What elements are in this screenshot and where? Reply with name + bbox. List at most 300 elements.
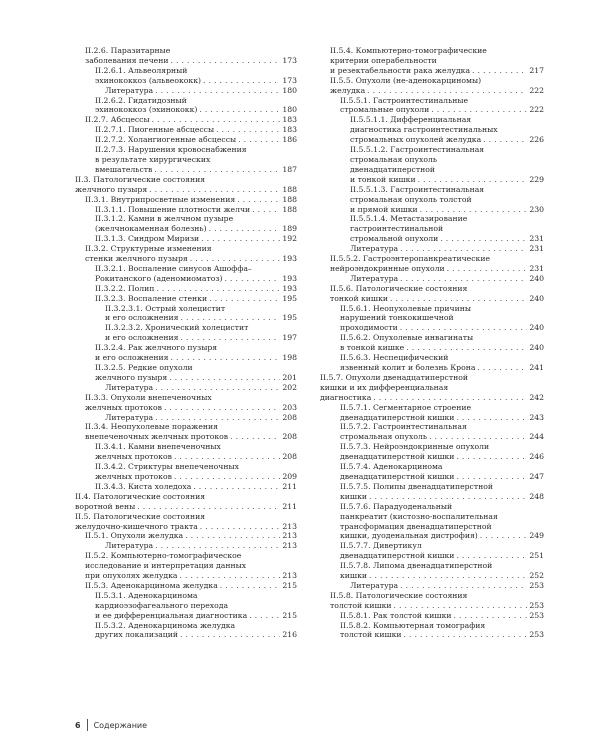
toc-entry[interactable]	[320, 442, 544, 462]
toc-entry-text: II.3. Патологические состояния	[75, 174, 206, 184]
toc-entry[interactable]	[75, 393, 297, 413]
toc-entry-text: II.5.7.3. Нейроэндокринные опухоли	[340, 442, 490, 452]
toc-entry-text: II.5.7.4. Аденокарцинома	[340, 462, 443, 472]
toc-entry-text: Литература	[350, 580, 399, 590]
dot-leader	[447, 264, 528, 274]
toc-entry[interactable]	[320, 482, 544, 502]
toc-page-number: 215	[282, 580, 297, 590]
toc-entry[interactable]	[320, 254, 544, 274]
toc-entry[interactable]	[320, 333, 544, 353]
toc-entry[interactable]	[320, 284, 544, 304]
toc-page-number: 241	[529, 363, 544, 372]
toc-entry-text: желчного пузыря	[75, 184, 148, 194]
toc-entry[interactable]	[75, 591, 297, 621]
toc-entry-text: II.5.6.3. Неспецифический	[340, 353, 449, 363]
toc-entry-text: II.3.4.3. Киста холедоха	[95, 481, 192, 491]
toc-entry-text: вмешательств	[95, 164, 153, 174]
toc-entry-text: желчных протоков	[95, 452, 172, 462]
dot-leader	[171, 353, 281, 363]
dot-leader	[181, 313, 281, 323]
dot-leader	[400, 244, 527, 254]
toc-entry[interactable]	[75, 462, 297, 482]
toc-entry[interactable]	[320, 561, 544, 581]
toc-page-number: 230	[529, 204, 544, 214]
toc-page-number: 231	[529, 234, 544, 244]
toc-page-number: 248	[529, 491, 544, 501]
toc-entry-text: II.3.4. Неопухолевые поражения	[85, 422, 218, 432]
toc-entry-text: II.5.5.1.4. Метастазирование	[350, 214, 468, 224]
toc-entry[interactable]	[75, 492, 297, 512]
toc-entry-text: II.5.8.1. Рак толстой кишки	[340, 610, 452, 620]
toc-entry[interactable]	[75, 195, 297, 205]
toc-entry-text: II.3.2.1. Воспаление синусов Ашоффа–	[95, 263, 252, 273]
toc-entry[interactable]	[75, 214, 297, 234]
toc-entry-text: II.3.1.3. Синдром Миризи	[95, 234, 200, 244]
toc-entry-text: стромальная опухоль толстой	[350, 194, 472, 204]
toc-entry-text: II.5.7.5. Полипы двенадцатиперстной	[340, 481, 493, 491]
toc-entry-text: II.5.3.2. Аденокарцинома желудка	[95, 620, 236, 630]
toc-entry[interactable]	[320, 621, 544, 641]
dot-leader	[155, 86, 280, 96]
toc-entry-text: желчных протоков	[85, 402, 162, 412]
toc-entry-text: стромальных опухолей желудка	[350, 135, 482, 145]
dot-leader	[400, 274, 527, 284]
toc-entry[interactable]	[75, 135, 297, 145]
toc-entry-text: II.5.8. Патологические состояния	[330, 590, 468, 600]
toc-page-number: 209	[282, 471, 297, 481]
toc-entry-text: тонкой кишки	[330, 293, 389, 303]
toc-entry-text: Рокитанского (аденомиоматоз)	[95, 273, 223, 283]
toc-page-number: 213	[282, 571, 297, 581]
dot-leader	[225, 274, 281, 284]
toc-entry-text: и его осложнения	[105, 313, 179, 323]
toc-entry-text: внепеченочных желчных протоков	[85, 432, 229, 442]
toc-entry-text: II.5.3.1. Аденокарцинома	[95, 590, 198, 600]
toc-page-number: 186	[282, 135, 297, 145]
toc-page-number: 242	[529, 392, 544, 402]
toc-entry[interactable]	[75, 551, 297, 581]
toc-page-number: 231	[529, 263, 544, 273]
dot-leader	[480, 531, 528, 541]
toc-entry[interactable]	[320, 422, 544, 442]
dot-leader	[406, 343, 527, 353]
toc-page-number: 229	[529, 174, 544, 184]
toc-entry-text: II.5.5.1.1. Дифференциальная	[350, 115, 472, 125]
toc-page-number: 197	[282, 333, 297, 343]
toc-entry[interactable]	[75, 621, 297, 641]
toc-entry[interactable]	[75, 244, 297, 264]
toc-entry[interactable]	[75, 46, 297, 66]
dot-leader	[180, 571, 281, 581]
toc-entry-text: II.5.2. Компьютерно-томографическое	[85, 551, 242, 561]
toc-entry-text: толстой кишки	[330, 600, 392, 610]
toc-entry[interactable]	[75, 284, 297, 294]
toc-entry-text: II.3.1.2. Камни в желчном пузыре	[95, 214, 234, 224]
toc-entry-text: II.3.2.3. Воспаление стенки	[95, 293, 208, 303]
toc-page-number: 183	[282, 125, 297, 135]
toc-entry[interactable]	[320, 581, 544, 591]
toc-entry[interactable]	[320, 96, 544, 116]
toc-entry-text: и резектабельности рака желудка	[330, 65, 471, 75]
dot-leader	[369, 492, 527, 502]
toc-entry-text: II.2.7.2. Холангиогенные абсцессы	[95, 135, 237, 145]
dot-leader	[164, 403, 280, 413]
dot-leader	[209, 294, 280, 304]
toc-entry[interactable]	[75, 383, 297, 393]
dot-leader	[369, 571, 527, 581]
dot-leader	[429, 432, 527, 442]
toc-page-number: 193	[282, 283, 297, 293]
toc-entry[interactable]	[320, 611, 544, 621]
toc-page-number: 222	[529, 105, 544, 115]
dot-leader	[237, 195, 280, 205]
toc-page-number: 243	[529, 412, 544, 422]
toc-page-number: 188	[282, 204, 297, 214]
toc-page-number: 240	[529, 293, 544, 303]
toc-entry-text: желудка	[330, 85, 366, 95]
toc-entry-text: II.5.1. Опухоли желудка	[85, 531, 184, 541]
toc-entry[interactable]	[320, 373, 544, 403]
toc-page-number: 195	[282, 293, 297, 303]
toc-page-number: 253	[529, 600, 544, 610]
toc-entry-text: стромальная опухоль	[340, 432, 428, 442]
toc-entry-text: трансформация двенадцатиперстной	[340, 521, 492, 531]
toc-entry[interactable]	[75, 413, 297, 423]
toc-entry-text: в результате хирургических	[95, 154, 211, 164]
toc-entry[interactable]	[75, 66, 297, 86]
dot-leader	[404, 630, 528, 640]
toc-entry-text: гастроинтестинальной	[350, 224, 444, 234]
toc-page-number: 213	[282, 531, 297, 541]
toc-page-number: 193	[282, 273, 297, 283]
toc-entry-text: исследование и интерпретация данных	[85, 561, 247, 571]
toc-entry-text: диагностика гастроинтестинальных	[350, 125, 498, 135]
toc-page-number: 208	[282, 432, 297, 442]
toc-page-number: 231	[529, 244, 544, 254]
toc-page-number: 215	[282, 610, 297, 620]
toc-entry-text: II.3.2.4. Рак желчного пузыря	[95, 343, 218, 353]
toc-entry[interactable]	[320, 502, 544, 542]
dot-leader	[185, 531, 280, 541]
toc-entry-text: II.5.6.2. Опухолевые инвагинаты	[340, 333, 474, 343]
toc-entry-text: II.3.3. Опухоли внепеченочных	[85, 392, 212, 402]
toc-entry-text: стромальная опухоль	[350, 154, 438, 164]
toc-page-number: 253	[529, 580, 544, 590]
dot-leader	[477, 363, 527, 373]
toc-entry-text: II.3.1. Внутрипросветные изменения	[85, 194, 236, 204]
toc-entry[interactable]	[75, 541, 297, 551]
toc-entry-text: желчных протоков	[95, 471, 172, 481]
toc-page-number: 240	[529, 323, 544, 333]
toc-entry-text: II.5.7.6. Парадуоденальный	[340, 501, 453, 511]
toc-entry[interactable]	[75, 86, 297, 96]
toc-page-number: 240	[529, 343, 544, 353]
dot-leader	[252, 205, 280, 215]
toc-entry-text: и его осложнения	[105, 333, 179, 343]
toc-page-number: 213	[282, 541, 297, 551]
toc-entry[interactable]	[75, 581, 297, 591]
toc-entry-text: эхинококкоз (эхинококк)	[95, 105, 198, 115]
toc-entry[interactable]	[320, 214, 544, 244]
toc-entry-text: II.3.4.2. Стриктуры внепеченочных	[95, 462, 239, 472]
toc-page-number: 247	[529, 471, 544, 481]
dot-leader	[456, 551, 527, 561]
toc-page-number: 249	[529, 531, 544, 541]
dot-leader	[155, 541, 280, 551]
toc-entry[interactable]	[320, 462, 544, 482]
dot-leader	[249, 611, 280, 621]
toc-left-column	[75, 46, 297, 640]
toc-entry-text: II.2.6. Паразитарные	[85, 46, 171, 55]
toc-entry[interactable]	[75, 531, 297, 541]
dot-leader	[454, 611, 528, 621]
toc-entry-text: II.5.5.1.2. Гастроинтестинальная	[350, 145, 485, 155]
toc-page-number: 203	[282, 402, 297, 412]
toc-entry-text: II.5.8.2. Компьютерная томография	[340, 620, 486, 630]
toc-page-number: 188	[282, 194, 297, 204]
toc-entry-text: II.3.1.1. Повышение плотности желчи	[95, 204, 251, 214]
toc-entry-text: стенки желчного пузыря	[85, 254, 188, 264]
toc-entry-text: и прямой кишки	[350, 204, 418, 214]
toc-entry-text: стромальной опухоли	[350, 234, 439, 244]
toc-entry-text: панкреатит (кистозно-воспалительная	[340, 511, 498, 521]
dot-leader	[137, 502, 280, 512]
toc-page-number: 246	[529, 452, 544, 462]
dot-leader	[180, 630, 280, 640]
dot-leader	[400, 581, 527, 591]
toc-entry-text: II.2.7. Абсцессы	[85, 115, 150, 125]
toc-entry-text: и тонкой кишки	[350, 174, 416, 184]
toc-entry-text: Литература	[105, 382, 154, 392]
toc-page-number: 252	[529, 571, 544, 581]
toc-entry[interactable]	[320, 244, 544, 254]
dot-leader	[390, 294, 527, 304]
dot-leader	[199, 105, 280, 115]
toc-entry-text: Литература	[105, 85, 154, 95]
toc-entry-text: II.3.2.3.1. Острый холецистит	[105, 303, 226, 313]
toc-entry[interactable]	[75, 145, 297, 175]
toc-entry[interactable]	[75, 115, 297, 125]
toc-entry-text: II.3.2.5. Редкие опухоли	[95, 363, 193, 372]
toc-entry-text: Литература	[105, 541, 154, 551]
toc-entry-text: II.5.7. Опухоли двенадцатиперстной	[320, 372, 468, 382]
toc-page-number: 240	[529, 273, 544, 283]
toc-entry-text: диагностика	[320, 392, 372, 402]
dot-leader	[190, 254, 281, 264]
toc-entry-text: толстой кишки	[340, 630, 402, 640]
toc-entry-text: Литература	[350, 244, 399, 254]
toc-entry-text: (желчнокаменная болезнь)	[95, 224, 207, 234]
toc-entry[interactable]	[320, 46, 544, 76]
toc-page-number: 222	[529, 85, 544, 95]
toc-entry[interactable]	[320, 76, 544, 96]
toc-entry-text: воротной вены	[75, 501, 136, 511]
dot-leader	[152, 115, 281, 125]
toc-page-number: 195	[282, 313, 297, 323]
toc-entry-text: заболевания печени	[85, 55, 169, 65]
dot-leader	[472, 66, 527, 76]
toc-entry-text: II.5.5.2. Гастроэнтеропанкреатические	[330, 254, 491, 264]
toc-entry[interactable]	[320, 541, 544, 561]
toc-entry-text: проходимости	[340, 323, 398, 333]
toc-entry-text: II.4. Патологические состояния	[75, 491, 206, 501]
toc-page-number: 211	[282, 481, 297, 491]
toc-entry[interactable]	[75, 96, 297, 116]
toc-entry-text: стромальные опухоли	[340, 105, 430, 115]
toc-entry[interactable]	[75, 264, 297, 284]
dot-leader	[149, 185, 280, 195]
toc-page-number: 202	[282, 382, 297, 392]
dot-leader	[169, 373, 280, 383]
toc-page-number: 201	[282, 372, 297, 382]
toc-entry-text: нарушений тонкокишечной	[340, 313, 454, 323]
toc-entry-text: кишки, дуоденальная дистрофия)	[340, 531, 478, 541]
toc-entry[interactable]	[75, 343, 297, 363]
toc-page-number: 183	[282, 115, 297, 125]
footer-section-title: Содержание	[93, 720, 148, 730]
toc-entry[interactable]	[75, 363, 297, 383]
toc-page-number: 216	[282, 630, 297, 640]
toc-entry[interactable]	[75, 442, 297, 462]
toc-page-number: 213	[282, 521, 297, 531]
toc-entry-text: двенадцатиперстной кишки	[340, 551, 455, 561]
toc-entry-text: кардиоэзофагеального перехода	[95, 600, 229, 610]
toc-page-number: 192	[282, 234, 297, 244]
toc-entry[interactable]	[320, 115, 544, 145]
toc-entry-text: желудочно-кишечного тракта	[75, 521, 198, 531]
toc-entry[interactable]	[320, 145, 544, 185]
toc-entry-text: двенадцатиперстной кишки	[340, 452, 455, 462]
toc-entry[interactable]	[75, 294, 297, 304]
toc-entry-text: и ее дифференциальная диагностика	[95, 610, 248, 620]
toc-entry[interactable]	[75, 482, 297, 492]
toc-page-number: 208	[282, 412, 297, 422]
toc-entry[interactable]	[320, 304, 544, 334]
toc-entry[interactable]	[75, 422, 297, 442]
toc-entry-text: Литература	[350, 273, 399, 283]
toc-page-number: 217	[529, 65, 544, 75]
toc-page-number: 251	[529, 551, 544, 561]
toc-page-number: 180	[282, 85, 297, 95]
dot-leader	[156, 284, 280, 294]
dot-leader	[154, 165, 280, 175]
toc-entry-text: кишки	[340, 491, 368, 501]
dot-leader	[174, 472, 280, 482]
toc-entry[interactable]	[320, 403, 544, 423]
dot-leader	[238, 135, 280, 145]
toc-entry-text: двенадцатиперстной кишки	[340, 412, 455, 422]
toc-page-number: 253	[529, 610, 544, 620]
toc-entry-text: желчного пузыря	[95, 372, 168, 382]
toc-entry-text: II.5.5.1. Гастроинтестинальные	[340, 95, 469, 105]
toc-entry-text: и его осложнения	[95, 353, 169, 363]
toc-page-number: 253	[529, 630, 544, 640]
dot-leader	[200, 522, 281, 532]
toc-entry-text: II.5.7.8. Липома двенадцатиперстной	[340, 561, 493, 571]
toc-entry-text: язвенный колит и болезнь Крона	[340, 363, 476, 372]
dot-leader	[394, 601, 528, 611]
toc-entry-text: других локализаций	[95, 630, 178, 640]
toc-entry-text: двенадцатиперстной кишки	[340, 471, 455, 481]
toc-entry-text: II.3.2. Структурные изменения	[85, 244, 212, 254]
dot-leader	[170, 56, 280, 66]
toc-entry-text: II.3.2.2. Полип	[95, 283, 155, 293]
page-footer	[75, 719, 147, 731]
toc-entry-text: эхинококкоз (альвеококк)	[95, 75, 202, 85]
toc-page-number: 173	[282, 75, 297, 85]
toc-page-number: 180	[282, 105, 297, 115]
dot-leader	[373, 393, 527, 403]
footer-divider	[87, 719, 88, 731]
dot-leader	[367, 86, 527, 96]
toc-entry-text: в тонкой кишке	[340, 343, 405, 353]
toc-entry-text: II.5.7.7. Дивертикул	[340, 541, 422, 551]
toc-entry[interactable]	[75, 323, 297, 343]
toc-entry-text: II.5.5. Опухоли (не-аденокарциномы)	[330, 75, 482, 85]
toc-entry[interactable]	[320, 185, 544, 215]
toc-page-number: 188	[282, 184, 297, 194]
toc-entry-text: кишки и их дифференциальная	[320, 382, 449, 392]
dot-leader	[431, 105, 527, 115]
toc-entry-text: II.5.6. Патологические состояния	[330, 283, 468, 293]
dot-leader	[420, 205, 528, 215]
toc-entry-text: II.2.7.3. Нарушения кровоснабжения	[95, 145, 247, 155]
toc-page-number: 189	[282, 224, 297, 234]
toc-entry-text: II.2.6.1. Альвеолярный	[95, 65, 188, 75]
toc-entry[interactable]	[320, 353, 544, 373]
toc-entry-text: II.5.6.1. Неопухолевые причины	[340, 303, 471, 313]
dot-leader	[181, 333, 281, 343]
toc-page-number: 198	[282, 353, 297, 363]
dot-leader	[155, 413, 280, 423]
toc-entry-text: II.5.5.1.3. Гастроинтестинальная	[350, 184, 485, 194]
toc-entry-text: II.5.4. Компьютерно-томографические	[330, 46, 487, 55]
dot-leader	[418, 175, 528, 185]
toc-entry[interactable]	[320, 274, 544, 284]
toc-entry[interactable]	[75, 304, 297, 324]
toc-entry-text: II.3.2.3.2. Хронический холецистит	[105, 323, 249, 333]
dot-leader	[456, 413, 527, 423]
dot-leader	[230, 432, 280, 442]
toc-entry[interactable]	[75, 175, 297, 195]
dot-leader	[174, 452, 280, 462]
dot-leader	[201, 234, 280, 244]
dot-leader	[220, 581, 281, 591]
toc-entry[interactable]	[320, 591, 544, 611]
toc-page-number: 244	[529, 432, 544, 442]
toc-page-number: 208	[282, 452, 297, 462]
toc-entry[interactable]	[75, 512, 297, 532]
page-number: 6	[75, 720, 81, 730]
toc-entry[interactable]	[75, 234, 297, 244]
toc-entry-text: Литература	[105, 412, 154, 422]
toc-entry-text: II.2.7.1. Пиогенные абсцессы	[95, 125, 215, 135]
toc-page-number: 193	[282, 254, 297, 264]
toc-entry-text: кишки	[340, 571, 368, 581]
dot-leader	[216, 125, 280, 135]
toc-entry[interactable]	[75, 125, 297, 135]
toc-page-number: 226	[529, 135, 544, 145]
toc-entry[interactable]	[75, 205, 297, 215]
dot-leader	[400, 323, 528, 333]
dot-leader	[209, 224, 281, 234]
toc-entry-text: при опухолях желудка	[85, 571, 178, 581]
toc-entry-text: II.3.4.1. Камни внепеченочных	[95, 442, 221, 452]
toc-page-number: 173	[282, 55, 297, 65]
dot-leader	[483, 135, 527, 145]
dot-leader	[440, 234, 527, 244]
dot-leader	[155, 383, 280, 393]
